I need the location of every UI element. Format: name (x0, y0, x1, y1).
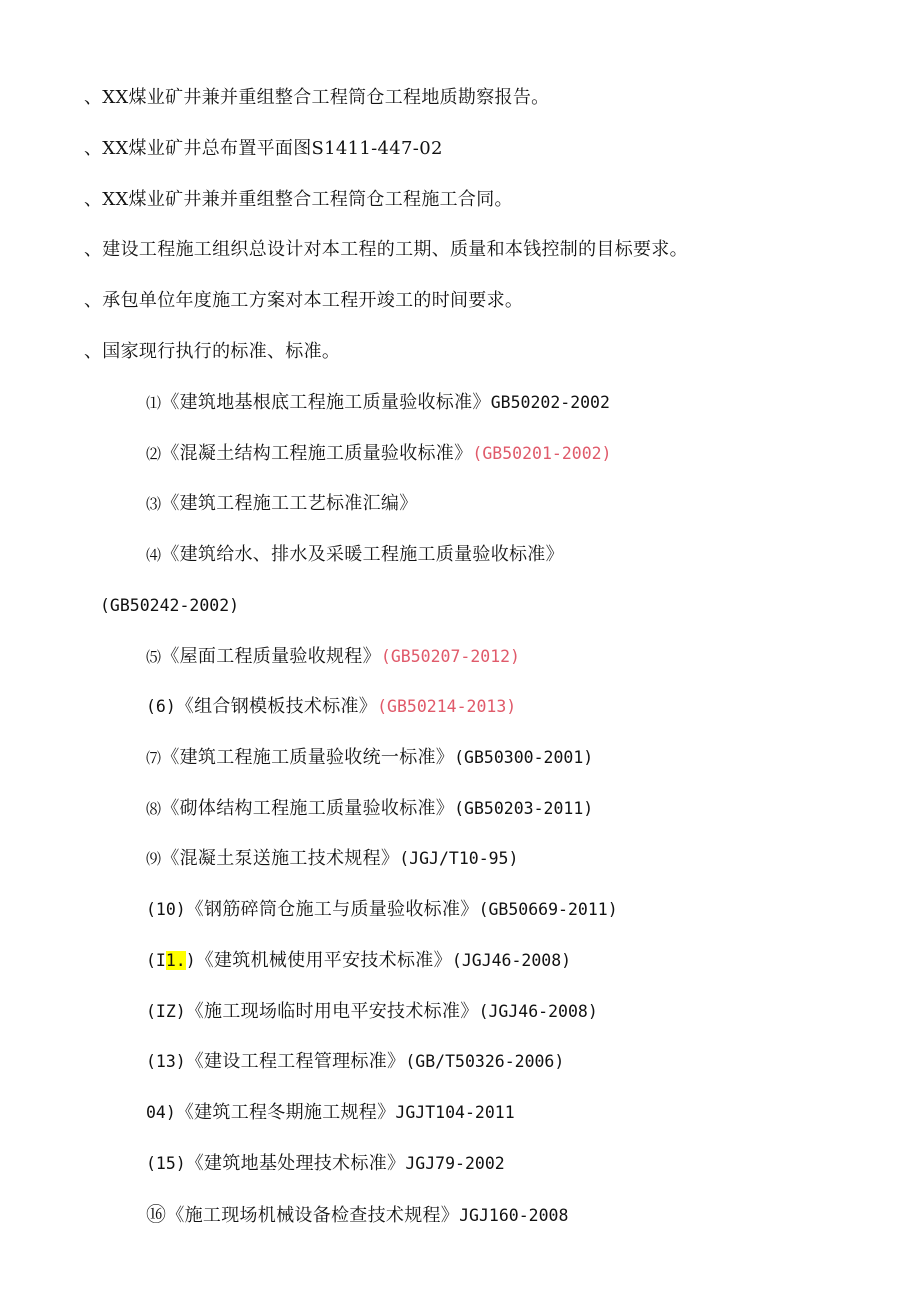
standard-code: JGJT104-2011 (395, 1103, 515, 1122)
reference-text: 、建设工程施工组织总设计对本工程的工期、质量和本钱控制的目标要求。 (84, 239, 688, 260)
standard-code: (JGJ46-2008) (478, 1002, 598, 1021)
standard-number: ⑸ (146, 648, 162, 666)
standard-item-4-code-line (100, 594, 239, 618)
standard-item-13 (146, 1050, 564, 1074)
standard-code: (JGJ/T10-95) (399, 849, 519, 868)
standard-code: (GB50207-2012) (380, 647, 520, 666)
standard-item-8 (146, 797, 593, 821)
standard-name: 《组合钢模板技术标准》 (175, 696, 378, 717)
standard-number: ⑻ (146, 800, 162, 818)
standard-code: (GB50214-2013) (377, 697, 517, 716)
standard-item-10 (146, 898, 618, 922)
standard-number: (13) (146, 1052, 186, 1071)
standard-name: 《建筑地基根底工程施工质量验收标准》 (161, 392, 491, 413)
reference-text: 、国家现行执行的标准、标准。 (84, 341, 341, 362)
standard-item-15 (146, 1152, 505, 1176)
standard-name: 《建筑机械使用平安技术标准》 (195, 950, 452, 971)
standard-code: (GB50242-2002) (100, 596, 240, 615)
standard-item-7 (146, 746, 593, 770)
standard-code: GB50202-2002 (490, 393, 610, 412)
reference-item-6 (84, 340, 340, 364)
standard-number: (10) (146, 900, 186, 919)
standard-code: (GB50203-2011) (454, 799, 594, 818)
standard-item-11 (146, 949, 571, 973)
standard-code: (GB/T50326-2006) (405, 1052, 565, 1071)
standard-name: 《钢筋碎筒仓施工与质量验收标准》 (185, 899, 479, 920)
standard-number: ⑼ (146, 850, 162, 868)
standard-name: 《混凝土泵送施工技术规程》 (161, 848, 400, 869)
standard-item-3 (146, 492, 418, 516)
reference-text: 、XX煤业矿井总布置平面图S1411-447-02 (84, 138, 443, 159)
reference-item-5 (84, 289, 523, 313)
standard-name: 《建筑地基处理技术标准》 (185, 1153, 406, 1174)
standard-name: 《建设工程工程管理标准》 (185, 1051, 406, 1072)
standard-name: 《建筑工程施工工艺标准汇编》 (161, 493, 418, 514)
standard-name: 《混凝土结构工程施工质量验收标准》 (161, 443, 473, 464)
standard-name: 《建筑给水、排水及采暖工程施工质量验收标准》 (161, 544, 564, 565)
standard-code: (GB50300-2001) (454, 748, 594, 767)
standard-item-14 (146, 1101, 515, 1125)
standard-item-9 (146, 847, 518, 871)
standard-number: ⑴ (146, 394, 162, 412)
standard-code: JGJ160-2008 (459, 1206, 569, 1225)
standard-item-16 (146, 1202, 568, 1228)
standard-number: ⑯ (146, 1202, 167, 1226)
standard-code: (GB50201-2002) (472, 444, 612, 463)
standard-name: 《施工现场临时用电平安技术标准》 (185, 1001, 479, 1022)
standard-number: ⑵ (146, 445, 162, 463)
standard-item-1 (146, 391, 610, 415)
reference-item-2 (84, 137, 443, 161)
standard-number: (6) (146, 697, 176, 716)
highlighted-number: 1. (165, 951, 186, 970)
standard-item-12 (146, 1000, 598, 1024)
reference-text: 、XX煤业矿井兼并重组整合工程筒仓工程地质勘察报告。 (84, 87, 550, 108)
standard-code: JGJ79-2002 (405, 1154, 505, 1173)
standard-item-6 (146, 695, 516, 719)
standard-name: 《砌体结构工程施工质量验收标准》 (161, 798, 455, 819)
standard-number: ⑶ (146, 495, 162, 513)
standard-number: (15) (146, 1154, 186, 1173)
standard-name: 《施工现场机械设备检查技术规程》 (166, 1205, 460, 1226)
reference-text: 、XX煤业矿井兼并重组整合工程筒仓工程施工合同。 (84, 189, 513, 210)
standard-item-2 (146, 442, 612, 466)
standard-number: ⑷ (146, 546, 162, 564)
standard-number-prefix: (I (146, 951, 166, 970)
standard-item-4 (146, 543, 564, 567)
reference-item-4 (84, 238, 688, 262)
standard-code: (JGJ46-2008) (451, 951, 572, 970)
standard-item-5 (146, 645, 520, 669)
reference-item-1 (84, 86, 549, 110)
standard-code: (GB50669-2011) (478, 900, 618, 919)
standard-name: 《建筑工程冬期施工规程》 (175, 1102, 396, 1123)
standard-number: (IZ) (146, 1002, 186, 1021)
standard-number: ⑺ (146, 749, 162, 767)
reference-text: 、承包单位年度施工方案对本工程开竣工的时间要求。 (84, 290, 524, 311)
standard-name: 《屋面工程质量验收规程》 (161, 646, 381, 667)
reference-item-3 (84, 188, 513, 212)
standard-number-suffix: ) (185, 951, 196, 970)
standard-number: 04) (146, 1103, 176, 1122)
standard-name: 《建筑工程施工质量验收统一标准》 (161, 747, 455, 768)
